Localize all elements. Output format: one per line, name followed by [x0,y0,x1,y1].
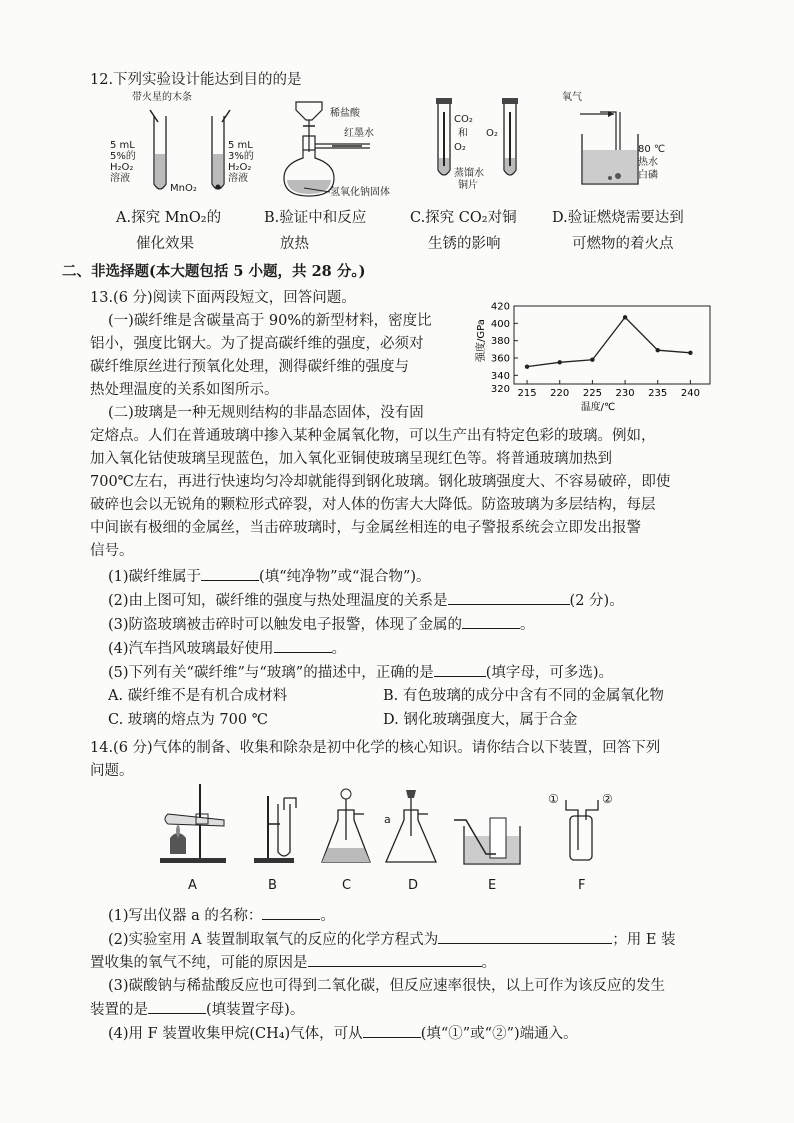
answer-blank-13-1[interactable] [201,566,259,581]
q13-p2-line-5: 中间嵌有极细的金属丝，当击碎玻璃时，与金属丝相连的电子警报系统会立即发出报警 [90,520,641,536]
q13-p2-line-2: 加入氧化钴使玻璃呈现蓝色，加入氧化亚铜使玻璃呈现红色等。将普通玻璃加热到 [90,451,612,467]
caption-a-1: A.探究 MnO₂的 [116,210,222,226]
answer-blank-13-4[interactable] [274,638,332,653]
chart-x-axis [518,380,700,399]
q13-sub-5-hint: (填字母，可多选)。 [485,665,614,681]
label-a-h2o2-2: H₂O₂ [228,162,252,173]
caption-b-2: 放热 [280,236,309,252]
q14-intro-1: 14.(6 分)气体的制备、收集和除杂是初中化学的核心知识。请你结合以下装置，回答下列 [90,740,661,756]
q13-option-b: B. 有色玻璃的成分中含有不同的金属氧化物 [383,688,664,704]
label-o2-right: O₂ [486,128,498,139]
q14-intro-2: 问题。 [90,763,134,779]
label-a-sol1: 溶液 [110,173,130,184]
x-tick-label: 220 [550,388,570,399]
x-tick-label: 225 [582,388,602,399]
q14-sub-3-hint: (填装置字母)。 [206,1002,305,1018]
q13-sub-5-text: (5)下列有关“碳纤维”与“玻璃”的描述中，正确的是 [108,665,434,681]
chart-xlabel: 温度/℃ [580,402,616,413]
apparatus-d-drawing [386,790,436,862]
label-naoh-solid: 氢氧化钠固体 [330,187,390,198]
caption-b-1: B.验证中和反应 [264,210,367,226]
answer-blank-13-2[interactable] [448,590,570,605]
x-tick-label: 240 [680,388,700,399]
label-a-sol2: 溶液 [228,173,248,184]
strength-chart-svg [470,296,720,418]
label-dilute-hcl: 稀盐酸 [330,108,360,119]
q13-sub-3-text: (3)防盗玻璃被击碎时可以触发电子报警，体现了金属的 [108,617,463,633]
answer-blank-13-5[interactable] [434,662,486,677]
label-distilled-water: 蒸馏水 [454,168,484,179]
label-a-conc1: 5%的 [110,151,136,162]
chart-plot-frame [514,306,710,384]
answer-blank-14-4[interactable] [363,1023,421,1038]
q13-sub-5 [108,662,613,683]
apparatus-b-label: B [268,878,277,893]
label-co2: CO₂ [454,114,473,125]
x-tick-label: 235 [648,388,668,399]
x-tick-label: 230 [615,388,635,399]
caption-d-2: 可燃物的着火点 [572,236,674,252]
q14-sub-2-text: (2)实验室用 A 装置制取氧气的反应的化学方程式为 [108,932,439,948]
label-80c: 80 ℃ [638,144,666,155]
label-a-vol2: 5 mL [228,140,253,151]
q14-sub-2-cont-text: 置收集的氧气不纯，可能的原因是 [90,955,308,971]
q13-sub-2-hint: (2 分)。 [569,593,624,609]
label-glowing-splint: 带火星的木条 [132,92,192,103]
chart-ylabel: 强度/GPa [476,319,487,362]
data-point [656,348,660,352]
q13-p1-line-1: (一)碳纤维是含碳量高于 90%的新型材料，密度比 [108,313,432,329]
q13-p1-line-2: 铝小，强度比钢大。为了提高碳纤维的强度，必须对 [90,336,424,352]
answer-blank-13-3[interactable] [462,614,520,629]
strength-series-line [527,317,690,366]
q14-sub-3-cont [90,999,304,1020]
q14-sub-2-cont-end: 。 [481,955,496,971]
q13-p1-line-5: (二)玻璃是一种无规则结构的非晶态固体，没有固 [108,405,424,421]
apparatus-f-drawing [566,800,598,860]
section-heading: 二、非选择题(本大题包括 5 小题，共 28 分。) [62,263,366,280]
label-o2-left: O₂ [454,142,466,153]
q14-sub-4-hint: (填“①”或“②”)端通入。 [420,1026,578,1042]
x-tick-label: 215 [517,388,537,399]
q13-sub-2 [108,590,624,611]
q12-stem: 12.下列实验设计能达到目的的是 [90,72,302,88]
q14-sub-4 [108,1023,578,1044]
q14-sub-2 [108,929,676,950]
answer-blank-14-1[interactable] [262,905,320,920]
y-tick-label: 360 [490,353,510,365]
caption-c-2: 生锈的影响 [428,236,501,252]
q13-option-c: C. 玻璃的熔点为 700 ℃ [108,712,268,728]
y-tick-label: 400 [490,318,510,330]
q14-sub-2-cont [90,952,496,973]
label-a-h2o2-1: H₂O₂ [110,162,134,173]
apparatus-b-drawing [254,796,296,863]
q14-sub-1-text: (1)写出仪器 a 的名称： [108,908,263,924]
y-tick-label: 420 [490,301,510,313]
label-oxygen: 氧气 [562,92,582,103]
q13-option-a: A. 碳纤维不是有机合成材料 [108,688,288,704]
q13-sub-4-end: 。 [331,641,347,657]
q14-sub-3-cont-text: 装置的是 [90,1002,148,1018]
q14-sub-1-end: 。 [320,908,335,924]
apparatus-f-label: F [578,878,586,893]
label-mno2: MnO₂ [170,183,197,194]
q13-sub-4-text: (4)汽车挡风玻璃最好使用 [108,641,274,657]
apparatus-a-label: A [188,878,197,893]
y-tick-label: 340 [490,370,510,382]
q13-p2-line-6: 信号。 [90,543,134,559]
apparatus-c-label: C [342,878,352,893]
q13-sub-1 [108,566,431,587]
q14-sub-4-text: (4)用 F 装置收集甲烷(CH₄)气体，可从 [108,1026,363,1042]
q12-figure-a [110,92,260,202]
q13-option-d: D. 钢化玻璃强度大，属于合金 [383,712,578,728]
q14-apparatus-figure [150,780,640,895]
apparatus-e-drawing [454,818,520,864]
q12-figure-b [270,92,420,202]
strength-chart [470,296,720,418]
label-port-1: ① [548,792,559,806]
y-tick-label: 380 [490,336,510,348]
label-copper-sheet: 铜片 [458,180,478,191]
y-tick-label: 320 [490,384,510,395]
caption-d-1: D.验证燃烧需要达到 [552,210,684,226]
label-port-2: ② [602,792,613,806]
q13-p2-line-3: 700℃左右，再进行快速均匀冷却就能得到钢化玻璃。钢化玻璃强度大、不容易破碎，即使 [90,474,671,490]
answer-blank-14-2b[interactable] [308,952,482,967]
data-point [688,351,692,355]
data-point [558,360,562,364]
q13-p1-line-3: 碳纤维原丝进行预氧化处理，测得碳纤维的强度与 [90,359,409,375]
apparatus-drawing [150,780,640,895]
q13-p2-line-4: 破碎也会以无锐角的颗粒形式碎裂，对人体的伤害大大降低。防盗玻璃为多层结构，每层 [90,497,656,513]
q14-sub-2-tail: ；用 E 装 [612,932,676,948]
q14-sub-3: (3)碳酸钠与稀盐酸反应也可得到二氧化碳，但反应速率很快，以上可作为该反应的发生 [108,978,666,994]
chart-series [525,315,693,369]
q13-sub-3-end: 。 [520,617,535,633]
answer-blank-14-2a[interactable] [438,929,612,944]
apparatus-e-label: E [488,878,497,893]
apparatus-d-label: D [408,878,419,893]
data-point [590,358,594,362]
q13-sub-2-text: (2)由上图可知，碳纤维的强度与热处理温度的关系是 [108,593,448,609]
label-white-phosphorus: 白磷 [638,170,658,181]
q12-figure-c [430,92,530,202]
label-instrument-a: a [384,813,391,826]
label-and: 和 [458,128,468,139]
q13-sub-3 [108,614,535,635]
data-point [525,364,529,368]
q13-intro: 13.(6 分)阅读下面两段短文，回答问题。 [90,290,356,306]
apparatus-c-drawing [322,789,370,862]
q13-p2-line-1: 定熔点。人们在普通玻璃中掺入某种金属氧化物，可以生产出有特定色彩的玻璃。例如， [90,428,656,444]
label-red-ink: 红墨水 [344,128,374,139]
caption-c-1: C.探究 CO₂对铜 [410,210,517,226]
q13-p1-line-4: 热处理温度的关系如图所示。 [90,382,279,398]
q13-sub-1-text: (1)碳纤维属于 [108,569,202,585]
q12-figure-d [560,92,680,202]
label-a-vol1: 5 mL [110,140,135,151]
apparatus-a-drawing [160,784,226,863]
q13-sub-4 [108,638,346,659]
answer-blank-14-3[interactable] [148,999,206,1014]
data-point [623,315,627,319]
label-a-conc2: 3%的 [228,151,254,162]
q13-sub-1-hint: (填“纯净物”或“混合物”)。 [259,569,431,585]
copper-tubes-drawing [430,92,530,202]
caption-a-2: 催化效果 [136,236,194,252]
label-hot-water: 热水 [638,157,658,168]
q14-sub-1 [108,905,335,926]
